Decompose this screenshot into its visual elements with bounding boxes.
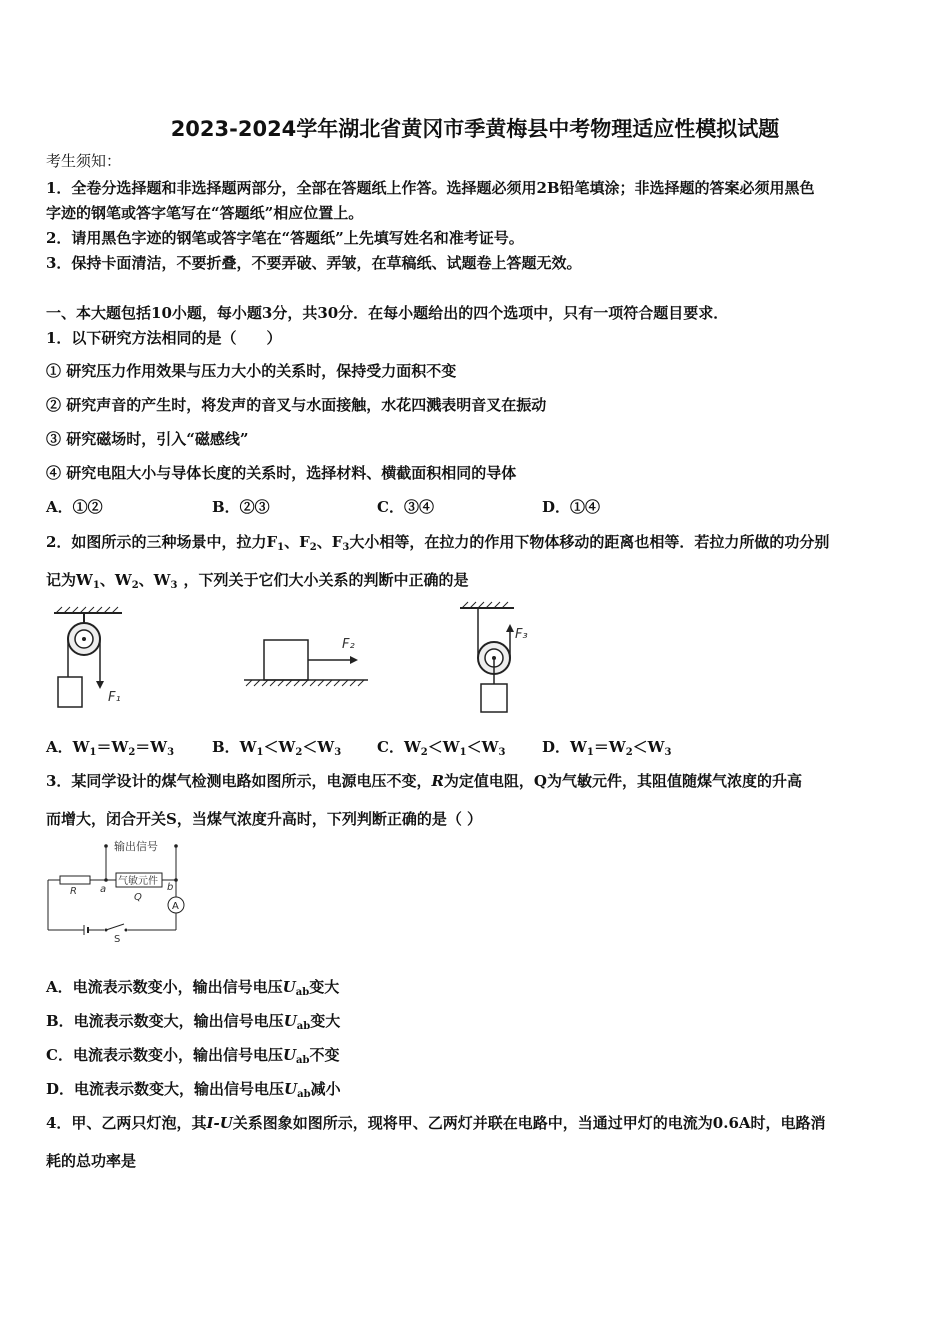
q1-item-3: ③ 研究磁场时，引入“磁感线”	[46, 430, 249, 448]
q2-stem-line-2: 记为$W_1$、$W_2$、$W_3$ ，下列关于它们大小关系的判断中正确的是	[46, 571, 469, 591]
svg-text:a: a	[100, 884, 107, 895]
q3-option-c: C．电流表示数变小，输出信号电压$U_{ab}$不变	[46, 1046, 340, 1066]
notice-line-3: 3．保持卡面清洁，不要折叠，不要弄破、弄皱，在草稿纸、试题卷上答题无效。	[46, 254, 582, 272]
fixed-pulley-figure	[50, 605, 140, 715]
notice-heading: 考生须知：	[46, 152, 122, 170]
svg-text:R: R	[70, 886, 77, 897]
q1-item-1: ① 研究压力作用效果与压力大小的关系时，保持受力面积不变	[46, 362, 457, 380]
q1-item-2: ② 研究声音的产生时，将发声的音叉与水面接触，水花四溅表明音叉在振动	[46, 396, 547, 414]
notice-line-2: 2．请用黑色字迹的钢笔或答字笔在“答题纸”上先填写姓名和准考证号。	[46, 229, 524, 247]
q3-stem-line-1: 3．某同学设计的煤气检测电路如图所示，电源电压不变，R为定值电阻，Q为气敏元件，其阻值随煤气浓度的升高	[46, 772, 802, 790]
force-label-f2: F₂	[342, 637, 355, 652]
q4-stem-line-2: 耗的总功率是	[46, 1152, 137, 1170]
q2-option-c: C．$W_2<W_1<W_3$	[377, 738, 506, 758]
q1-item-4: ④ 研究电阻大小与导体长度的关系时，选择材料、横截面积相同的导体	[46, 464, 517, 482]
q2-option-d: D．$W_1=W_2<W_3$	[542, 738, 672, 758]
q4-stem-line-1: 4．甲、乙两只灯泡，其I-U关系图象如图所示，现将甲、乙两灯并联在电路中，当通过甲灯的电流为0.6A时，电路消	[46, 1114, 826, 1132]
svg-text:气敏元件: 气敏元件	[118, 876, 158, 887]
q1-option-b: B．②③	[212, 498, 270, 516]
resistor-r	[60, 876, 90, 884]
svg-text:A: A	[172, 901, 179, 912]
q3-option-a: A．电流表示数变小，输出信号电压$U_{ab}$变大	[46, 978, 340, 998]
notice-line-1: 1．全卷分选择题和非选择题两部分，全部在答题纸上作答。选择题必须用2B铅笔填涂；非选择题的答案必须用黑色	[46, 179, 815, 197]
gas-detector-circuit	[44, 836, 194, 946]
block-floor-figure	[244, 630, 374, 690]
q1-stem: 1．以下研究方法相同的是（ ）	[46, 329, 282, 347]
switch-s	[106, 924, 124, 930]
page-title: 2023-2024学年湖北省黄冈市季黄梅县中考物理适应性模拟试题	[170, 117, 780, 141]
q1-option-d: D．①④	[542, 498, 601, 516]
q3-stem-line-2: 而增大，闭合开关S，当煤气浓度升高时，下列判断正确的是（ ）	[46, 810, 483, 828]
q1-option-a: A．①②	[46, 498, 103, 516]
movable-pulley-figure	[458, 600, 538, 720]
q2-option-b: B．$W_1<W_2<W_3$	[212, 738, 342, 758]
svg-text:Q: Q	[134, 892, 142, 903]
q2-option-a: A．$W_1=W_2=W_3$	[46, 738, 175, 758]
q1-option-c: C．③④	[377, 498, 434, 516]
output-signal-label: 输出信号	[114, 840, 158, 853]
force-label-f1: F₁	[108, 690, 121, 705]
q3-option-d: D．电流表示数变大，输出信号电压$U_{ab}$减小	[46, 1080, 341, 1100]
svg-text:S: S	[114, 934, 121, 945]
svg-text:b: b	[167, 882, 174, 893]
q2-stem-line-1: 2．如图所示的三种场景中，拉力$F_1$、$F_2$、$F_3$大小相等，在拉力的作用下物体移动的距离也相等．若拉力所做的功分别	[46, 533, 830, 553]
section-heading: 一、本大题包括10小题，每小题3分，共30分．在每小题给出的四个选项中，只有一项符合题目要求．	[46, 304, 729, 322]
q3-option-b: B．电流表示数变大，输出信号电压$U_{ab}$变大	[46, 1012, 341, 1032]
force-label-f3: F₃	[515, 627, 528, 642]
notice-line-1b: 字迹的钢笔或答字笔写在“答题纸”相应位置上。	[46, 204, 364, 222]
